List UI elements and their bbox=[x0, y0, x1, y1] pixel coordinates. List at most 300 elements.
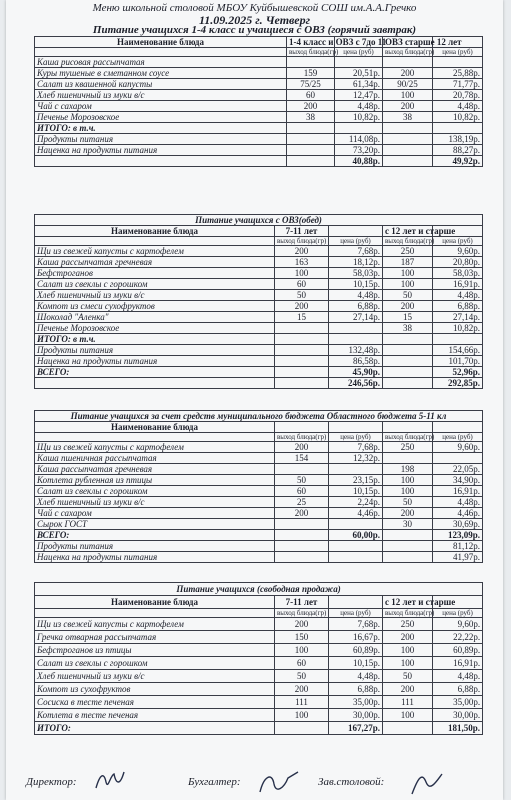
dish-name: Салат из свеклы с горошком bbox=[35, 486, 275, 497]
table-title: Питание учащихся за счет средств муниципального бюджета Областного бюджета 5-11 кл bbox=[35, 411, 483, 422]
portion-value: 200 bbox=[383, 301, 433, 312]
subheader-row bbox=[35, 609, 483, 618]
portion-value bbox=[383, 541, 433, 552]
price-value: 35,00р. bbox=[433, 696, 483, 709]
price-value: 4,48р. bbox=[433, 497, 483, 508]
price-value bbox=[335, 123, 383, 134]
portion-value: 100 bbox=[383, 657, 433, 670]
portion-value: 25 bbox=[275, 497, 329, 508]
table-row bbox=[35, 290, 483, 301]
column-subheader bbox=[35, 433, 275, 442]
price-value: 10,82р. bbox=[433, 112, 483, 123]
price-value: 10,82р. bbox=[335, 112, 383, 123]
price-value bbox=[433, 57, 483, 68]
price-value: 20,51р. bbox=[335, 68, 383, 79]
price-value: 23,15р. bbox=[329, 475, 383, 486]
table-row bbox=[35, 464, 483, 475]
price-value bbox=[433, 334, 483, 345]
price-value: 114,08р. bbox=[335, 134, 383, 145]
table-row bbox=[35, 508, 483, 519]
portion-value: 90/25 bbox=[383, 79, 433, 90]
price-value: 12,32р. bbox=[329, 453, 383, 464]
table-row bbox=[35, 709, 483, 722]
dish-name: Котлета в тесте печеная bbox=[35, 709, 275, 722]
portion-value: 100 bbox=[383, 475, 433, 486]
table-row bbox=[35, 345, 483, 356]
price-value: 4,46р. bbox=[433, 508, 483, 519]
dish-name: Щи из свежей капусты с картофелем bbox=[35, 618, 275, 631]
dish-name: ИТОГО: в т.ч. bbox=[35, 123, 287, 134]
column-subheader: выход блюда(гр) bbox=[287, 48, 335, 57]
table-row bbox=[35, 101, 483, 112]
price-value: 6,88р. bbox=[329, 683, 383, 696]
column-header: Наименование блюда bbox=[35, 37, 287, 48]
price-value: 73,20р. bbox=[335, 145, 383, 156]
portion-value bbox=[275, 464, 329, 475]
dish-name: Щи из свежей капусты с картофелем bbox=[35, 246, 275, 257]
portion-value bbox=[275, 541, 329, 552]
price-value: 86,58р. bbox=[329, 356, 383, 367]
price-value: 30,00р. bbox=[329, 709, 383, 722]
table-row bbox=[35, 57, 483, 68]
header-row bbox=[35, 37, 483, 48]
table-title: Питание учащихся с ОВЗ(обед) bbox=[35, 215, 483, 226]
column-subheader: цена (руб) bbox=[433, 609, 483, 618]
portion-value: 154 bbox=[275, 453, 329, 464]
portion-value: 100 bbox=[275, 268, 329, 279]
portion-value: 15 bbox=[383, 312, 433, 323]
portion-value: 200 bbox=[287, 101, 335, 112]
dish-name: Хлеб пшеничный из муки в/с bbox=[35, 670, 275, 683]
dish-name: Наценка на продукты питания bbox=[35, 356, 275, 367]
column-subheader: цена (руб) bbox=[329, 237, 383, 246]
price-value: 132,48р. bbox=[329, 345, 383, 356]
portion-value bbox=[383, 334, 433, 345]
dish-name: Хлеб пшеничный из муки в/с bbox=[35, 90, 287, 101]
dish-name: ИТОГО: в т.ч. bbox=[35, 334, 275, 345]
table-row bbox=[35, 378, 483, 389]
price-value: 123,09р. bbox=[433, 530, 483, 541]
price-value: 27,14р. bbox=[329, 312, 383, 323]
portion-value: 250 bbox=[383, 246, 433, 257]
column-header: ОВЗ старше 12 лет bbox=[383, 37, 433, 48]
price-value: 60,89р. bbox=[329, 644, 383, 657]
column-header bbox=[329, 226, 383, 237]
portion-value bbox=[275, 552, 329, 563]
table-row bbox=[35, 683, 483, 696]
dish-name: Бефстроганов из птицы bbox=[35, 644, 275, 657]
portion-value bbox=[383, 367, 433, 378]
portion-value: 200 bbox=[275, 618, 329, 631]
portion-value: 100 bbox=[383, 709, 433, 722]
portion-value: 50 bbox=[383, 497, 433, 508]
dish-name: Чай с сахаром bbox=[35, 101, 287, 112]
menu-date: 11.09.2025 г. Четверг bbox=[198, 13, 311, 27]
price-value: 10,15р. bbox=[329, 279, 383, 290]
column-header bbox=[329, 596, 383, 609]
price-value: 88,27р. bbox=[433, 145, 483, 156]
table-row bbox=[35, 453, 483, 464]
dish-name: Печенье Морозовское bbox=[35, 323, 275, 334]
dish-name: Наценка на продукты питания bbox=[35, 552, 275, 563]
price-value bbox=[433, 123, 483, 134]
price-value: 292,85р. bbox=[433, 378, 483, 389]
column-header: 7-11 лет bbox=[275, 226, 329, 237]
director-label: Директор: bbox=[26, 776, 77, 788]
accountant-signature bbox=[254, 768, 304, 798]
price-value: 58,03р. bbox=[433, 268, 483, 279]
table-row bbox=[35, 312, 483, 323]
dish-name: Куры тушеные в сметанном соусе bbox=[35, 68, 287, 79]
table-row bbox=[35, 530, 483, 541]
price-value: 6,88р. bbox=[433, 301, 483, 312]
price-value: 40,88р. bbox=[335, 156, 383, 167]
price-value bbox=[329, 334, 383, 345]
table-row bbox=[35, 268, 483, 279]
table-title: Питание учащихся (свободная продажа) bbox=[35, 583, 483, 596]
portion-value bbox=[383, 134, 433, 145]
price-value bbox=[329, 552, 383, 563]
table-row bbox=[35, 279, 483, 290]
canteen-head-signature bbox=[408, 768, 448, 798]
table-row bbox=[35, 156, 483, 167]
price-value: 41,97р. bbox=[433, 552, 483, 563]
price-value: 6,88р. bbox=[433, 683, 483, 696]
price-value: 4,48р. bbox=[433, 290, 483, 301]
price-value: 101,70р. bbox=[433, 356, 483, 367]
portion-value: 100 bbox=[383, 486, 433, 497]
portion-value: 38 bbox=[383, 323, 433, 334]
price-value: 81,12р. bbox=[433, 541, 483, 552]
price-value: 4,48р. bbox=[335, 101, 383, 112]
price-value: 30,00р. bbox=[433, 709, 483, 722]
table-row bbox=[35, 301, 483, 312]
dish-name: Шоколад "Аленка" bbox=[35, 312, 275, 323]
price-value: 20,80р. bbox=[433, 257, 483, 268]
dish-name: Хлеб пшеничный из муки в/с bbox=[35, 290, 275, 301]
column-subheader: цена (руб) bbox=[329, 433, 383, 442]
price-value: 4,48р. bbox=[329, 290, 383, 301]
column-header bbox=[433, 422, 483, 433]
portion-value: 111 bbox=[275, 696, 329, 709]
portion-value: 200 bbox=[275, 683, 329, 696]
dish-name: Котлета рубленная из птицы bbox=[35, 475, 275, 486]
column-header: Наименование блюда bbox=[35, 422, 275, 433]
price-value: 25,88р. bbox=[433, 68, 483, 79]
portion-value: 200 bbox=[383, 508, 433, 519]
column-header bbox=[383, 422, 433, 433]
dish-name: Компот из сухофруктов bbox=[35, 683, 275, 696]
dish-name: Продукты питания bbox=[35, 134, 287, 145]
portion-value: 38 bbox=[383, 112, 433, 123]
price-value bbox=[329, 519, 383, 530]
header-row bbox=[35, 422, 483, 433]
portion-value: 150 bbox=[275, 631, 329, 644]
portion-value: 100 bbox=[383, 279, 433, 290]
dish-name: Каша рассыпчатая гречневая bbox=[35, 464, 275, 475]
price-value: 7,68р. bbox=[329, 246, 383, 257]
portion-value: 50 bbox=[275, 290, 329, 301]
table-row bbox=[35, 497, 483, 508]
price-value: 35,00р. bbox=[329, 696, 383, 709]
header-row bbox=[35, 596, 483, 609]
table-row bbox=[35, 519, 483, 530]
price-value bbox=[329, 541, 383, 552]
subheader-row bbox=[35, 48, 483, 57]
table-row bbox=[35, 145, 483, 156]
column-header: Наименование блюда bbox=[35, 596, 275, 609]
dish-name: Компот из смеси сухофруктов bbox=[35, 301, 275, 312]
column-subheader: выход блюда(гр) bbox=[383, 609, 433, 618]
portion-value: 50 bbox=[275, 670, 329, 683]
price-value: 167,27р. bbox=[329, 722, 383, 735]
portion-value bbox=[383, 145, 433, 156]
portion-value: 60 bbox=[275, 657, 329, 670]
dish-name: Салат из свеклы с горошком bbox=[35, 279, 275, 290]
portion-value: 100 bbox=[275, 709, 329, 722]
portion-value bbox=[287, 57, 335, 68]
dish-name: ИТОГО: bbox=[35, 722, 275, 735]
portion-value: 50 bbox=[383, 670, 433, 683]
table-row bbox=[35, 541, 483, 552]
price-value: 6,88р. bbox=[329, 301, 383, 312]
column-header bbox=[275, 422, 329, 433]
budget-table bbox=[34, 410, 483, 563]
portion-value: 200 bbox=[275, 508, 329, 519]
director-signature bbox=[92, 768, 128, 794]
price-value: 10,82р. bbox=[433, 323, 483, 334]
table-row bbox=[35, 257, 483, 268]
portion-value: 100 bbox=[383, 90, 433, 101]
price-value: 9,60р. bbox=[433, 442, 483, 453]
price-value: 7,68р. bbox=[329, 442, 383, 453]
portion-value bbox=[383, 57, 433, 68]
price-value bbox=[433, 453, 483, 464]
dish-name: Сосиска в тесте печеная bbox=[35, 696, 275, 709]
portion-value: 159 bbox=[287, 68, 335, 79]
table-row bbox=[35, 356, 483, 367]
portion-value: 111 bbox=[383, 696, 433, 709]
subheader-row bbox=[35, 237, 483, 246]
dish-name: Салат из квашенной капусты bbox=[35, 79, 287, 90]
column-header: с 12 лет и старше bbox=[383, 226, 433, 237]
price-value: 12,47р. bbox=[335, 90, 383, 101]
portion-value bbox=[275, 722, 329, 735]
column-subheader: цена (руб) bbox=[433, 237, 483, 246]
table-row bbox=[35, 657, 483, 670]
table-row bbox=[35, 90, 483, 101]
portion-value: 200 bbox=[275, 442, 329, 453]
table-title-row bbox=[35, 215, 483, 226]
portion-value bbox=[275, 367, 329, 378]
price-value: 138,19р. bbox=[433, 134, 483, 145]
portion-value bbox=[287, 156, 335, 167]
dish-name: Каша пшеничная рассыпчатая bbox=[35, 453, 275, 464]
portion-value: 200 bbox=[383, 68, 433, 79]
price-value: 16,91р. bbox=[433, 657, 483, 670]
breakfast-table bbox=[34, 36, 483, 167]
table-row bbox=[35, 475, 483, 486]
price-value: 61,34р. bbox=[335, 79, 383, 90]
dish-name: Печенье Морозовское bbox=[35, 112, 287, 123]
portion-value bbox=[275, 323, 329, 334]
portion-value: 163 bbox=[275, 257, 329, 268]
section-title-breakfast: Питание учащихся 1-4 класс и учащиеся с ОВЗ (горячий завтрак) bbox=[92, 24, 417, 36]
free-sale-table bbox=[34, 582, 483, 735]
accountant-label: Бухгалтер: bbox=[188, 776, 241, 788]
dish-name: ВСЕГО: bbox=[35, 367, 275, 378]
price-value: 18,12р. bbox=[329, 257, 383, 268]
portion-value bbox=[383, 453, 433, 464]
column-subheader: выход блюда(гр) bbox=[383, 48, 433, 57]
price-value: 60,00р. bbox=[329, 530, 383, 541]
table-row bbox=[35, 134, 483, 145]
price-value: 10,15р. bbox=[329, 657, 383, 670]
column-subheader: цена (руб) bbox=[433, 433, 483, 442]
dish-name: Продукты питания bbox=[35, 541, 275, 552]
portion-value: 60 bbox=[275, 279, 329, 290]
portion-value: 250 bbox=[383, 618, 433, 631]
portion-value: 15 bbox=[275, 312, 329, 323]
price-value: 181,50р. bbox=[433, 722, 483, 735]
portion-value: 38 bbox=[287, 112, 335, 123]
price-value: 4,48р. bbox=[433, 670, 483, 683]
portion-value: 60 bbox=[287, 90, 335, 101]
menu-sheet bbox=[6, 0, 503, 800]
portion-value: 200 bbox=[383, 683, 433, 696]
column-header: 1-4 класс и ОВЗ с 7до 11 bbox=[287, 37, 335, 48]
portion-value bbox=[275, 334, 329, 345]
dish-name: Продукты питания bbox=[35, 345, 275, 356]
column-header bbox=[329, 422, 383, 433]
subheader-row bbox=[35, 433, 483, 442]
price-value: 9,60р. bbox=[433, 246, 483, 257]
price-value: 52,96р. bbox=[433, 367, 483, 378]
portion-value: 200 bbox=[383, 101, 433, 112]
price-value: 4,48р. bbox=[329, 670, 383, 683]
price-value: 60,89р. bbox=[433, 644, 483, 657]
table-row bbox=[35, 486, 483, 497]
table-row bbox=[35, 631, 483, 644]
table-row bbox=[35, 552, 483, 563]
portion-value bbox=[287, 123, 335, 134]
price-value: 7,68р. bbox=[329, 618, 383, 631]
dish-name: Каша рисовая рассыпчатая bbox=[35, 57, 287, 68]
portion-value: 100 bbox=[383, 644, 433, 657]
price-value bbox=[329, 464, 383, 475]
canteen-head-label: Зав.столовой: bbox=[318, 776, 385, 788]
portion-value: 30 bbox=[383, 519, 433, 530]
dish-name: Хлеб пшеничный из муки в/с bbox=[35, 497, 275, 508]
table-row bbox=[35, 696, 483, 709]
portion-value bbox=[275, 530, 329, 541]
school-title: Меню школьной столовой МБОУ Куйбышевской СОШ им.А.А.Гречко bbox=[92, 2, 417, 14]
price-value: 9,60р. bbox=[433, 618, 483, 631]
table-row bbox=[35, 722, 483, 735]
dish-name bbox=[35, 156, 287, 167]
table-row bbox=[35, 644, 483, 657]
column-header: с 12 лет и старше bbox=[383, 596, 433, 609]
portion-value bbox=[383, 356, 433, 367]
table-row bbox=[35, 442, 483, 453]
column-header: Наименование блюда bbox=[35, 226, 275, 237]
portion-value bbox=[275, 345, 329, 356]
price-value: 71,77р. bbox=[433, 79, 483, 90]
price-value: 4,46р. bbox=[329, 508, 383, 519]
price-value: 58,03р. bbox=[329, 268, 383, 279]
table-title-row bbox=[35, 411, 483, 422]
portion-value bbox=[287, 134, 335, 145]
portion-value: 50 bbox=[383, 290, 433, 301]
portion-value bbox=[383, 722, 433, 735]
portion-value: 100 bbox=[383, 268, 433, 279]
portion-value: 50 bbox=[275, 475, 329, 486]
portion-value bbox=[275, 356, 329, 367]
dish-name: Бефстроганов bbox=[35, 268, 275, 279]
portion-value bbox=[287, 145, 335, 156]
price-value bbox=[335, 57, 383, 68]
portion-value: 200 bbox=[383, 631, 433, 644]
price-value: 16,91р. bbox=[433, 279, 483, 290]
table-row bbox=[35, 334, 483, 345]
price-value: 16,91р. bbox=[433, 486, 483, 497]
dish-name: Щи из свежей капусты с картофелем bbox=[35, 442, 275, 453]
dish-name bbox=[35, 378, 275, 389]
price-value: 2,24р. bbox=[329, 497, 383, 508]
column-subheader: выход блюда(гр) bbox=[275, 609, 329, 618]
price-value: 10,15р. bbox=[329, 486, 383, 497]
table-title-row bbox=[35, 583, 483, 596]
column-subheader: цена (руб) bbox=[335, 48, 383, 57]
portion-value bbox=[383, 156, 433, 167]
ovz-lunch-table bbox=[34, 214, 483, 389]
portion-value: 75/25 bbox=[287, 79, 335, 90]
column-subheader: выход блюда(гр) bbox=[383, 433, 433, 442]
header-row bbox=[35, 226, 483, 237]
portion-value bbox=[275, 378, 329, 389]
portion-value: 200 bbox=[275, 301, 329, 312]
price-value: 246,56р. bbox=[329, 378, 383, 389]
table-row bbox=[35, 367, 483, 378]
price-value: 45,90р. bbox=[329, 367, 383, 378]
price-value: 30,69р. bbox=[433, 519, 483, 530]
table-row bbox=[35, 246, 483, 257]
dish-name: Каша рассыпчатая гречневая bbox=[35, 257, 275, 268]
portion-value: 187 bbox=[383, 257, 433, 268]
portion-value: 200 bbox=[275, 246, 329, 257]
portion-value bbox=[383, 552, 433, 563]
column-subheader: выход блюда(гр) bbox=[275, 237, 329, 246]
table-row bbox=[35, 323, 483, 334]
dish-name: Наценка на продукты питания bbox=[35, 145, 287, 156]
column-subheader: выход блюда(гр) bbox=[383, 237, 433, 246]
table-row bbox=[35, 68, 483, 79]
column-header: 7-11 лет bbox=[275, 596, 329, 609]
price-value: 4,48р. bbox=[433, 101, 483, 112]
dish-name: Гречка отварная рассыпчатая bbox=[35, 631, 275, 644]
portion-value bbox=[383, 378, 433, 389]
portion-value: 60 bbox=[275, 486, 329, 497]
dish-name: Сырок ГОСТ bbox=[35, 519, 275, 530]
price-value: 154,66р. bbox=[433, 345, 483, 356]
table-row bbox=[35, 670, 483, 683]
portion-value: 250 bbox=[383, 442, 433, 453]
price-value: 49,92р. bbox=[433, 156, 483, 167]
price-value: 20,78р. bbox=[433, 90, 483, 101]
price-value: 34,90р. bbox=[433, 475, 483, 486]
price-value bbox=[329, 323, 383, 334]
table-row bbox=[35, 123, 483, 134]
